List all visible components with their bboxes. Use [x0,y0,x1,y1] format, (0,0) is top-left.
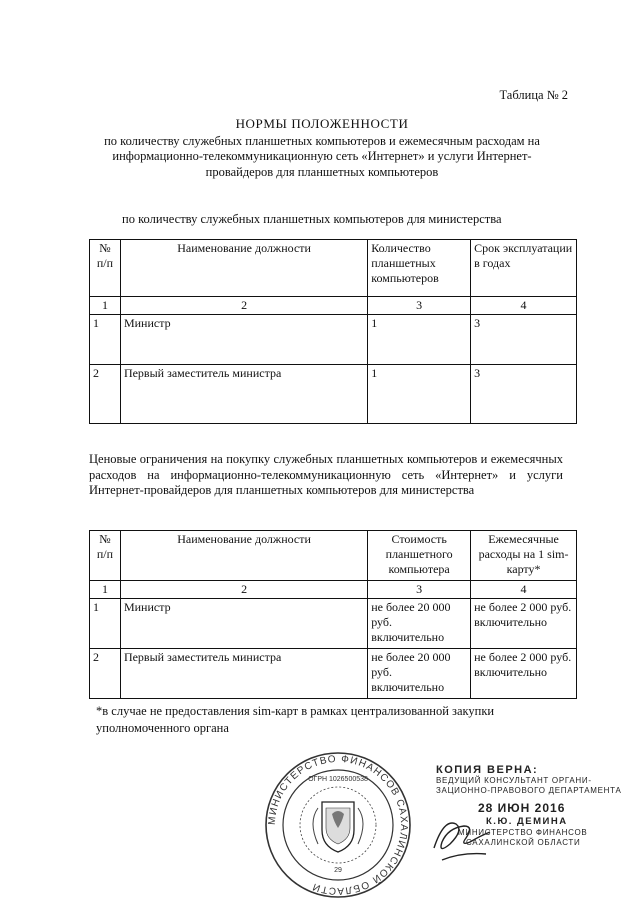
table-index-row [90,297,577,315]
header-cell: Срок эксплуатации в годах [471,240,577,297]
cell: 1 [90,315,121,365]
header-cell: № п/п [90,531,121,581]
header-cell: Ежемесячные расходы на 1 sim-карту* [471,531,577,581]
index-cell: 4 [471,581,577,599]
header-cell: № п/п [90,240,121,297]
index-cell: 4 [471,297,577,315]
cell: Первый заместитель министра [120,649,367,699]
certification-heading: КОПИЯ ВЕРНА: [436,764,539,776]
cell: 1 [368,315,471,365]
seal-ring-text: МИНИСТЕРСТВО ФИНАНСОВ САХАЛИНСКОЙ ОБЛАСТИ [266,753,410,897]
table-row [90,315,577,365]
document-title [92,116,552,180]
cell: не более 2 000 руб. включительно [471,599,577,649]
cell: 3 [471,315,577,365]
index-cell: 1 [90,581,121,599]
index-cell: 3 [368,297,471,315]
certification-org-1: МИНИСТЕРСТВО ФИНАНСОВ [458,827,588,837]
cell: не более 2 000 руб. включительно [471,649,577,699]
coat-of-arms-icon [313,802,363,852]
header-cell: Наименование должности [120,531,367,581]
table2-caption: Ценовые ограничения на покупку служебных планшетных компьютеров и ежемесячных расходов на информационно-телекоммуникационную сеть «Интернет» и услуги Интернет-провайдеров для планшетных компьютеров для министерства [89,452,563,497]
table1-caption: по количеству служебных планшетных компьютеров для министерства [122,212,502,226]
cell: 2 [90,649,121,699]
signature-icon [428,808,508,868]
header-cell: Количество планшетных компьютеров [368,240,471,297]
cell: 1 [368,365,471,424]
title-heading: НОРМЫ ПОЛОЖЕННОСТИ [235,116,409,131]
table-row [90,599,577,649]
table1 [89,239,577,424]
table2 [89,530,577,699]
table-row [90,649,577,699]
cell: не более 20 000 руб. включительно [368,599,471,649]
seal-inner-text: ОГРН 1026500538 [308,776,368,783]
table-number: Таблица № 2 [499,88,568,102]
table-header-row [90,531,577,581]
index-cell: 1 [90,297,121,315]
cell: 1 [90,599,121,649]
cell: Министр [120,599,367,649]
seal-number: 29 [334,867,342,874]
footnote: *в случае не предоставления sim-карт в рамках централизованной закупки уполномоченного органа [96,704,495,735]
index-cell: 2 [120,581,367,599]
header-cell: Стоимость планшетного компьютера [368,531,471,581]
certification-date: 28 ИЮН 2016 [478,800,566,815]
table-header-row [90,240,577,297]
certification-position-2: ЗАЦИОННО-ПРАВОВОГО ДЕПАРТАМЕНТА [436,786,622,795]
certification-position-1: ВЕДУЩИЙ КОНСУЛЬТАНТ ОРГАНИ- [436,775,592,785]
cell: Министр [120,315,367,365]
index-cell: 2 [120,297,367,315]
table-row [90,365,577,424]
cell: 2 [90,365,121,424]
certification-org-2: САХАЛИНСКОЙ ОБЛАСТИ [466,838,581,847]
certification-name: К.Ю. ДЕМИНА [486,816,568,827]
index-cell: 3 [368,581,471,599]
cell: не более 20 000 руб. включительно [368,649,471,699]
table-index-row [90,581,577,599]
official-seal-icon [262,750,414,900]
header-cell: Наименование должности [120,240,367,297]
title-subheading: по количеству служебных планшетных компьютеров и ежемесячным расходам на информационно-телекоммуникационную сеть «Интернет» и услуги Интернет-провайдеров для планшетных компьютеров [104,133,540,179]
cell: 3 [471,365,577,424]
cell: Первый заместитель министра [120,365,367,424]
